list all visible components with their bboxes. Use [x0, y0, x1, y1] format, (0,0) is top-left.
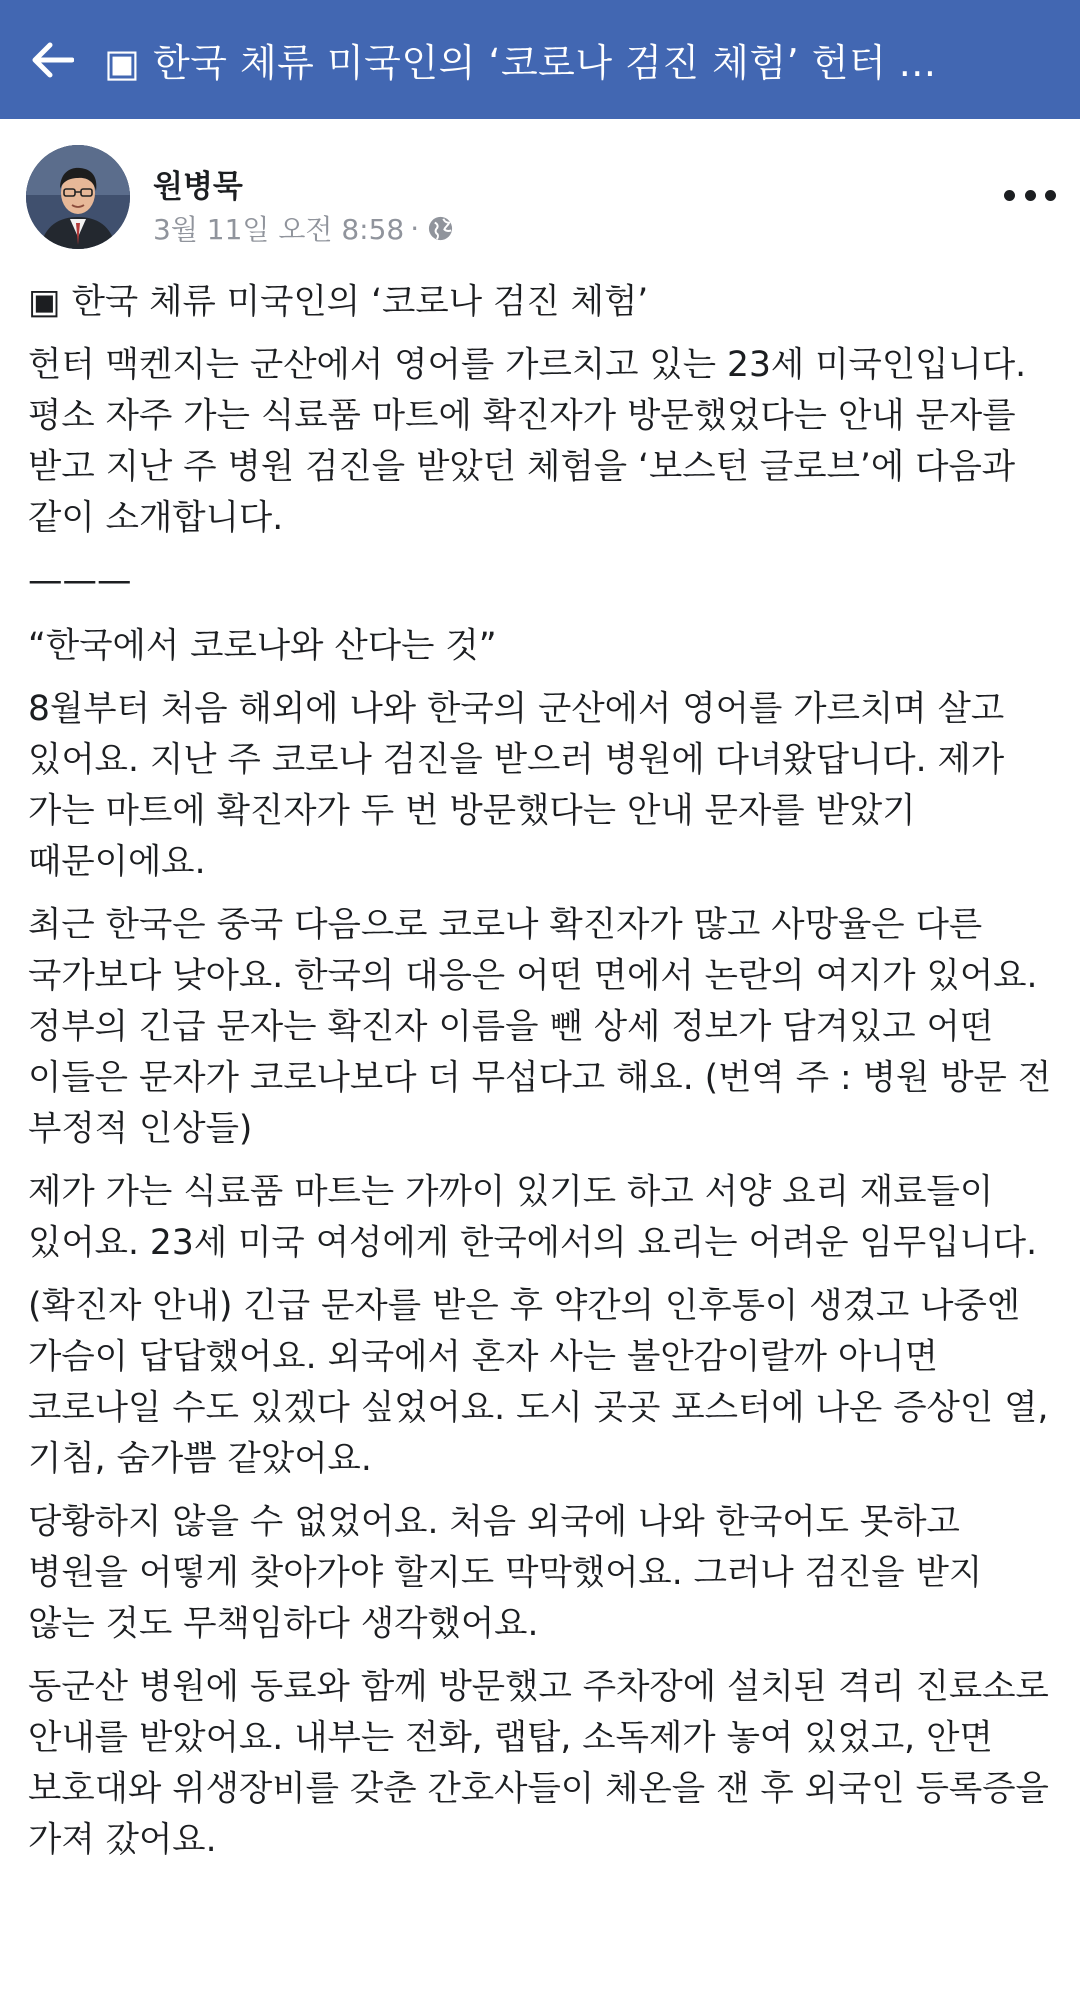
arrow-left-icon	[30, 42, 74, 78]
more-options-button[interactable]	[1004, 173, 1056, 217]
meta-separator: ·	[410, 211, 420, 245]
back-button[interactable]	[0, 0, 104, 119]
post-paragraph: 제가 가는 식료품 마트는 가까이 있기도 하고 서양 요리 재료들이 있어요. 23세 미국 여성에게 한국에서의 요리는 어려운 임무입니다.	[28, 1172, 1038, 1263]
more-horizontal-icon	[1004, 190, 1015, 201]
profile-photo	[26, 145, 130, 249]
post-paragraph: 8월부터 처음 해외에 나와 한국의 군산에서 영어를 가르치며 살고 있어요. 지난 주 코로나 검진을 받으러 병원에 다녀왔답니다. 제가 가는 마트에 확진자가 두 번 방문했다는 안내 문자를 받았기 때문이에요.	[28, 689, 1005, 882]
post-paragraph: 최근 한국은 중국 다음으로 코로나 확진자가 많고 사망율은 다른 국가보다 낮아요. 한국의 대응은 어떤 면에서 논란의 여지가 있어요. 정부의 긴급 문자는 확진자 이름을 뺀 상세 정보가 담겨있고 어떤 이들은 문자가 코로나보다 더 무섭다고 해요. (번역 주 : 병원 방문 전 부정적 인상들)	[28, 905, 1052, 1149]
post-paragraph: 동군산 병원에 동료와 함께 방문했고 주차장에 설치된 격리 진료소로 안내를 받았어요. 내부는 전화, 랩탑, 소독제가 놓여 있었고, 안면 보호대와 위생장비를 갖춘 간호사들이 체온을 잰 후 외국인 등록증을 가져 갔어요.	[28, 1667, 1049, 1860]
avatar[interactable]	[26, 145, 130, 249]
author-name[interactable]: 원병묵	[153, 169, 243, 205]
post-body	[28, 277, 1058, 1878]
top-app-bar	[0, 0, 1080, 119]
article-title: “한국에서 코로나와 산다는 것”	[28, 626, 497, 666]
separator-line: ———	[28, 561, 132, 601]
post-paragraph: 헌터 맥켄지는 군산에서 영어를 가르치고 있는 23세 미국인입니다. 평소 자주 가는 식료품 마트에 확진자가 방문했었다는 안내 문자를 받고 지난 주 병원 검진을 받았던 체험을 ‘보스턴 글로브’에 다음과 같이 소개합니다.	[28, 345, 1027, 538]
post-heading: ▣ 한국 체류 미국인의 ‘코로나 검진 체험’	[28, 282, 649, 322]
post-meta	[153, 208, 454, 248]
globe-icon	[427, 215, 454, 242]
post-paragraph: 당황하지 않을 수 없었어요. 처음 외국에 나와 한국어도 못하고 병원을 어떻게 찾아가야 할지도 막막했어요. 그러나 검진을 받지 않는 것도 무책임하다 생각했어요.	[28, 1502, 983, 1644]
post-header	[0, 119, 1080, 269]
page-title: ▣ 한국 체류 미국인의 ‘코로나 검진 체험’ 헌터 ...	[104, 41, 937, 85]
post-paragraph: (확진자 안내) 긴급 문자를 받은 후 약간의 인후통이 생겼고 나중엔 가슴이 답답했어요. 외국에서 혼자 사는 불안감이랄까 아니면 코로나일 수도 있겠다 싶었어요. 도시 곳곳 포스터에 나온 증상인 열, 기침, 숨가쁨 같았어요.	[28, 1286, 1049, 1479]
post-timestamp[interactable]: 3월 11일 오전 8:58	[153, 213, 405, 246]
